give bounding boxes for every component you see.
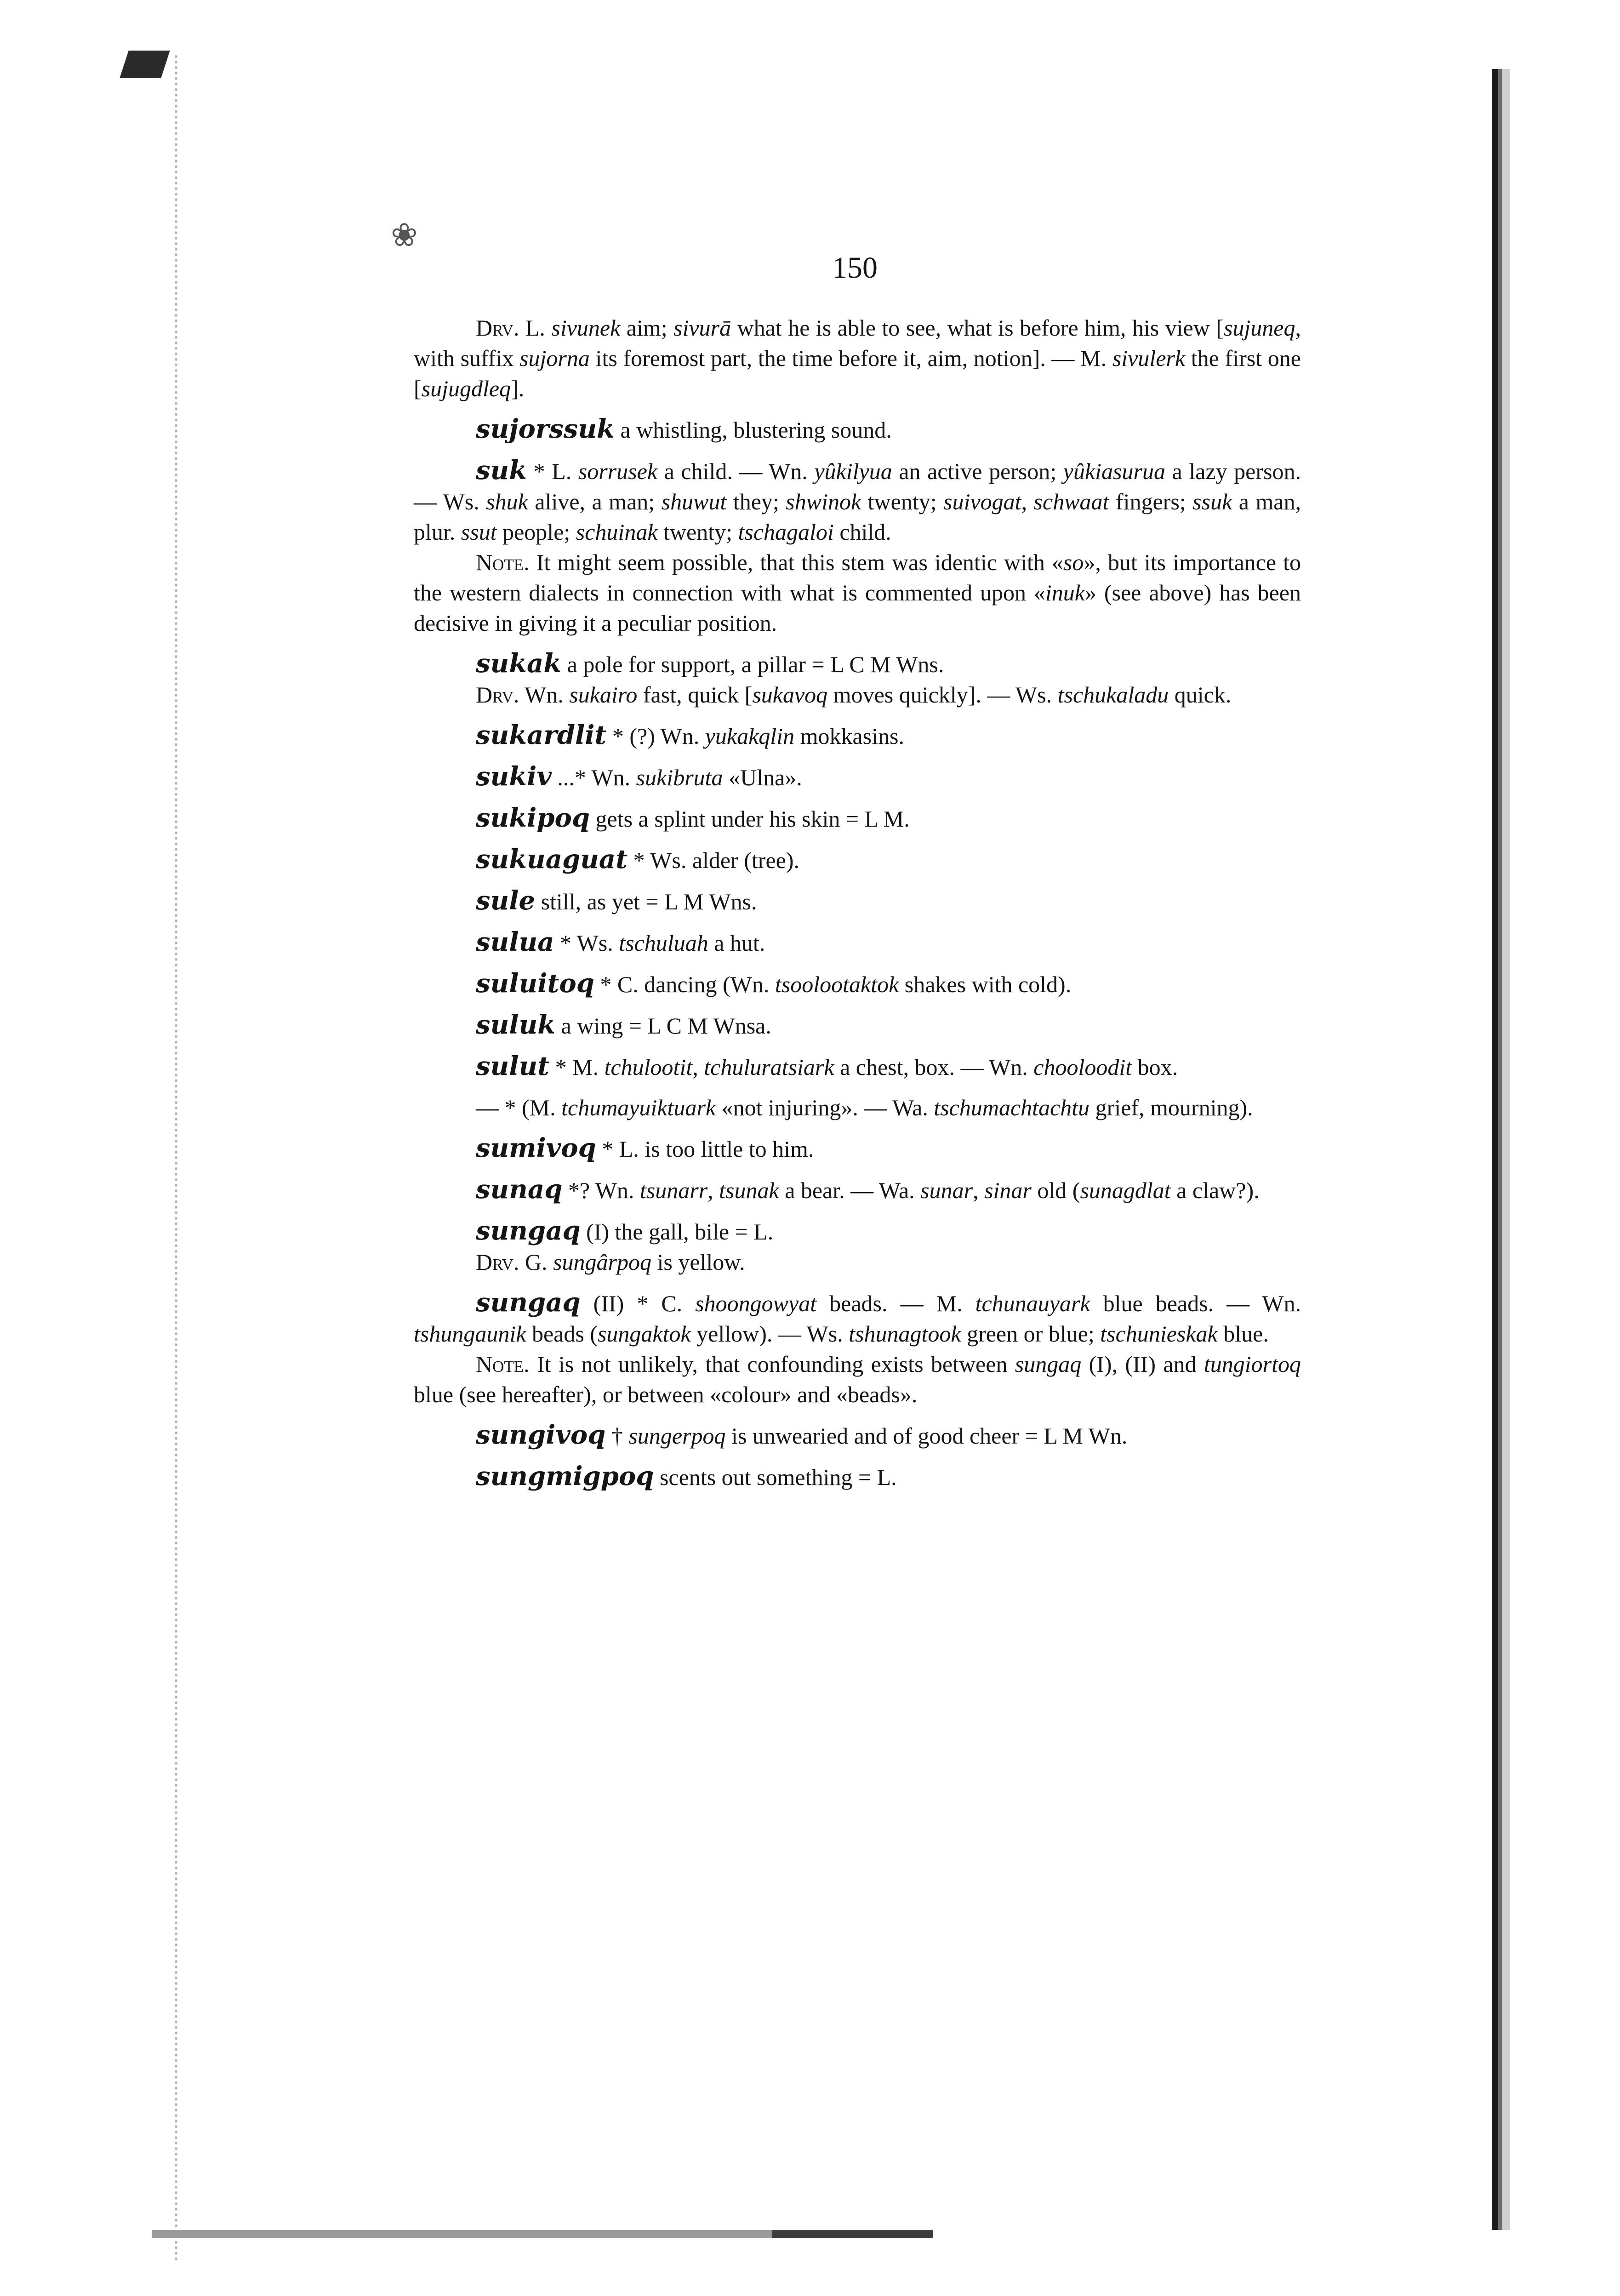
dictionary-paragraph: [414, 1420, 1301, 1451]
italic-term: sujorna: [519, 345, 590, 371]
italic-term: tschuluah: [619, 930, 708, 956]
scan-left-edge: [124, 55, 177, 2262]
dictionary-paragraph: [414, 1349, 1301, 1410]
text-run: twenty;: [657, 519, 738, 545]
text-run: scents out something = L.: [654, 1464, 897, 1490]
text-run: blue.: [1217, 1321, 1269, 1347]
italic-term: yûkilyua: [814, 458, 892, 484]
label-smallcaps: Note.: [476, 1351, 530, 1377]
italic-term: sungaq: [1015, 1351, 1082, 1377]
text-run: alive, a man;: [528, 489, 662, 514]
text-run: «Ulna».: [723, 765, 802, 790]
text-run: * L. is too little to him.: [596, 1136, 814, 1162]
text-run: beads (: [526, 1321, 598, 1347]
text-run: blue (see hereafter), or between «colour» and «beads».: [414, 1382, 918, 1407]
dictionary-paragraph: [414, 1092, 1301, 1123]
text-run: *? Wn.: [562, 1177, 640, 1203]
text-run: a hut.: [708, 930, 765, 956]
dictionary-paragraph: [414, 1133, 1301, 1164]
italic-term: inuk: [1045, 580, 1085, 605]
italic-term: tschukaladu: [1057, 682, 1169, 708]
italic-term: yûkiasurua: [1063, 458, 1165, 484]
headword: suluk: [476, 1010, 556, 1040]
italic-term: ssut: [461, 519, 497, 545]
text-run: » (see above) has been decisive in giving it a peculiar position.: [414, 580, 1301, 636]
text-run: * Ws. alder (tree).: [627, 847, 799, 873]
headword: suk: [476, 455, 527, 485]
label-smallcaps: Note.: [476, 549, 530, 575]
headword: sukipoq: [476, 803, 590, 833]
text-run: †: [605, 1423, 629, 1449]
dictionary-paragraph: [414, 1010, 1301, 1041]
italic-term: tchulootit: [604, 1054, 693, 1080]
dictionary-paragraph: [414, 1216, 1301, 1247]
text-run: * C. dancing (Wn.: [594, 971, 775, 997]
italic-term: chooloodit: [1033, 1054, 1132, 1080]
text-run: a wing = L C M Wnsa.: [555, 1013, 771, 1039]
headword: sungaq: [476, 1216, 581, 1246]
dictionary-paragraph: [414, 885, 1301, 917]
text-run: people;: [496, 519, 576, 545]
scan-right-edge: [1492, 69, 1510, 2230]
headword: sukak: [476, 648, 562, 679]
italic-term: sujuneq: [1223, 315, 1295, 341]
text-run: ,: [1021, 489, 1034, 514]
text-run: twenty;: [861, 489, 944, 514]
text-run: shakes with cold).: [899, 971, 1072, 997]
text-run: (I) the gall, bile = L.: [580, 1219, 774, 1245]
text-run: blue beads. — Wn.: [1090, 1291, 1301, 1316]
headword: sulut: [476, 1051, 550, 1081]
italic-term: tshunagtook: [849, 1321, 961, 1347]
italic-term: shoongowyat: [695, 1291, 817, 1316]
dictionary-paragraph: [414, 455, 1301, 547]
text-run: «not injuring». — Wa.: [716, 1095, 934, 1120]
text-run: aim;: [620, 315, 674, 341]
italic-term: sivulerk: [1112, 345, 1186, 371]
headword: sukardlit: [476, 720, 607, 750]
text-run: It is not unlikely, that confounding exists between: [529, 1351, 1015, 1377]
dictionary-paragraph: [414, 648, 1301, 680]
text-run: the first one [: [414, 345, 1301, 401]
text-run: a man, plur.: [414, 489, 1301, 545]
italic-term: tchuluratsiark: [704, 1054, 834, 1080]
headword: sunaq: [476, 1174, 563, 1205]
page-number: 150: [832, 251, 878, 285]
dictionary-paragraph: [414, 720, 1301, 751]
italic-term: sungaktok: [597, 1321, 691, 1347]
italic-term: sungârpoq: [553, 1249, 651, 1275]
text-run: ,: [973, 1177, 985, 1203]
dictionary-paragraph: [414, 844, 1301, 875]
text-run: quick.: [1169, 682, 1232, 708]
text-run: beads. — M.: [816, 1291, 975, 1316]
text-run: * M.: [549, 1054, 605, 1080]
italic-term: schwaat: [1033, 489, 1109, 514]
text-run: a child. — Wn.: [657, 458, 815, 484]
text-run: is yellow.: [651, 1249, 745, 1275]
headword: sungmigpoq: [476, 1461, 654, 1491]
text-run: moves quickly]. — Ws.: [827, 682, 1058, 708]
text-run: fast, quick [: [637, 682, 753, 708]
text-run: they;: [726, 489, 786, 514]
italic-term: sinar: [984, 1177, 1032, 1203]
dictionary-paragraph: [414, 1287, 1301, 1349]
italic-term: sivurā: [673, 315, 731, 341]
text-run: ...* Wn.: [551, 765, 636, 790]
headword: sumivoq: [476, 1133, 596, 1163]
text-run: is unwearied and of good cheer = L M Wn.: [725, 1423, 1128, 1449]
headword: sule: [476, 885, 536, 916]
text-run: box.: [1132, 1054, 1178, 1080]
italic-term: tsoolootaktok: [775, 971, 899, 997]
dictionary-paragraph: [414, 680, 1301, 710]
text-run: fingers;: [1109, 489, 1193, 514]
dictionary-paragraph: [414, 547, 1301, 638]
italic-term: tschunieskak: [1100, 1321, 1218, 1347]
text-run: * L.: [527, 458, 578, 484]
text-run: — * (M.: [476, 1095, 562, 1120]
italic-term: sunagdlat: [1080, 1177, 1171, 1203]
text-run: * Ws.: [554, 930, 619, 956]
italic-term: schuinak: [576, 519, 658, 545]
text-run: ,: [707, 1177, 719, 1203]
text-run: L.: [519, 315, 552, 341]
headword: suluitoq: [476, 968, 594, 999]
dictionary-paragraph: [414, 1461, 1301, 1492]
text-run: , with suffix: [414, 315, 1301, 371]
italic-term: sungerpoq: [628, 1423, 726, 1449]
italic-term: so: [1063, 549, 1084, 575]
italic-term: shwinok: [786, 489, 861, 514]
text-run: ,: [692, 1054, 704, 1080]
dictionary-paragraph: [414, 414, 1301, 445]
dictionary-text: [414, 313, 1301, 1492]
headword: sukiv: [476, 761, 552, 792]
italic-term: ssuk: [1192, 489, 1232, 514]
text-run: G.: [519, 1249, 553, 1275]
label-smallcaps: Drv.: [476, 315, 519, 341]
italic-term: shuwut: [661, 489, 727, 514]
scan-bottom-edge: [152, 2230, 1485, 2238]
italic-term: tchunauyark: [975, 1291, 1090, 1316]
text-run: gets a splint under his skin = L M.: [589, 806, 910, 832]
dictionary-paragraph: [414, 1051, 1301, 1082]
headword: sungaq: [476, 1287, 581, 1318]
italic-term: sivunek: [551, 315, 621, 341]
text-run: a lazy person. — Ws.: [414, 458, 1301, 514]
text-run: a whistling, blustering sound.: [614, 417, 892, 443]
text-run: a chest, box. — Wn.: [834, 1054, 1034, 1080]
text-run: * (?) Wn.: [606, 723, 705, 749]
dictionary-paragraph: [414, 1247, 1301, 1277]
text-run: It might seem possible, that this stem was identic with «: [529, 549, 1063, 575]
text-run: old (: [1031, 1177, 1080, 1203]
label-smallcaps: Drv.: [476, 1249, 519, 1275]
text-run: ].: [511, 376, 525, 401]
headword: sulua: [476, 927, 554, 957]
text-run: its foremost part, the time before it, aim, notion]. — M.: [589, 345, 1112, 371]
italic-term: tungiortoq: [1204, 1351, 1301, 1377]
italic-term: tshungaunik: [414, 1321, 526, 1347]
headword: sujorssuk: [476, 414, 615, 444]
text-run: a bear. — Wa.: [779, 1177, 921, 1203]
text-run: grief, mourning).: [1090, 1095, 1253, 1120]
text-run: a pole for support, a pillar = L C M Wns.: [561, 651, 944, 677]
italic-term: tschumachtachtu: [934, 1095, 1090, 1120]
italic-term: tsunak: [719, 1177, 779, 1203]
italic-term: suivogat: [943, 489, 1021, 514]
italic-term: tschagaloi: [738, 519, 834, 545]
italic-term: tchumayuiktuark: [561, 1095, 716, 1120]
dictionary-paragraph: [414, 927, 1301, 958]
text-run: an active person;: [892, 458, 1063, 484]
italic-term: sukibruta: [636, 765, 723, 790]
headword: sungivoq: [476, 1420, 606, 1450]
dictionary-paragraph: [414, 803, 1301, 834]
italic-term: sujugdleq: [421, 376, 511, 401]
dictionary-paragraph: [414, 1174, 1301, 1205]
dictionary-paragraph: [414, 313, 1301, 404]
italic-term: sunar: [920, 1177, 973, 1203]
text-run: Wn.: [519, 682, 570, 708]
italic-term: shuk: [486, 489, 528, 514]
text-run: yellow). — Ws.: [690, 1321, 849, 1347]
stamp-ornament-icon: ❀: [391, 218, 418, 253]
text-run: still, as yet = L M Wns.: [535, 889, 757, 914]
dictionary-paragraph: [414, 968, 1301, 1000]
text-run: child.: [833, 519, 891, 545]
italic-term: yukakqlin: [705, 723, 795, 749]
label-smallcaps: Drv.: [476, 682, 519, 708]
text-run: mokkasins.: [794, 723, 904, 749]
italic-term: sukavoq: [752, 682, 828, 708]
text-run: green or blue;: [961, 1321, 1101, 1347]
italic-term: sorrusek: [578, 458, 658, 484]
text-run: what he is able to see, what is before him, his view [: [731, 315, 1224, 341]
headword: sukuaguat: [476, 844, 628, 874]
text-run: (II) * C.: [580, 1291, 696, 1316]
italic-term: tsunarr: [639, 1177, 708, 1203]
text-run: a claw?).: [1170, 1177, 1260, 1203]
text-run: », but its importance to the western dialects in connection with what is commented upon «: [414, 549, 1301, 605]
text-run: (I), (II) and: [1081, 1351, 1204, 1377]
italic-term: sukairo: [569, 682, 638, 708]
dictionary-paragraph: [414, 761, 1301, 793]
